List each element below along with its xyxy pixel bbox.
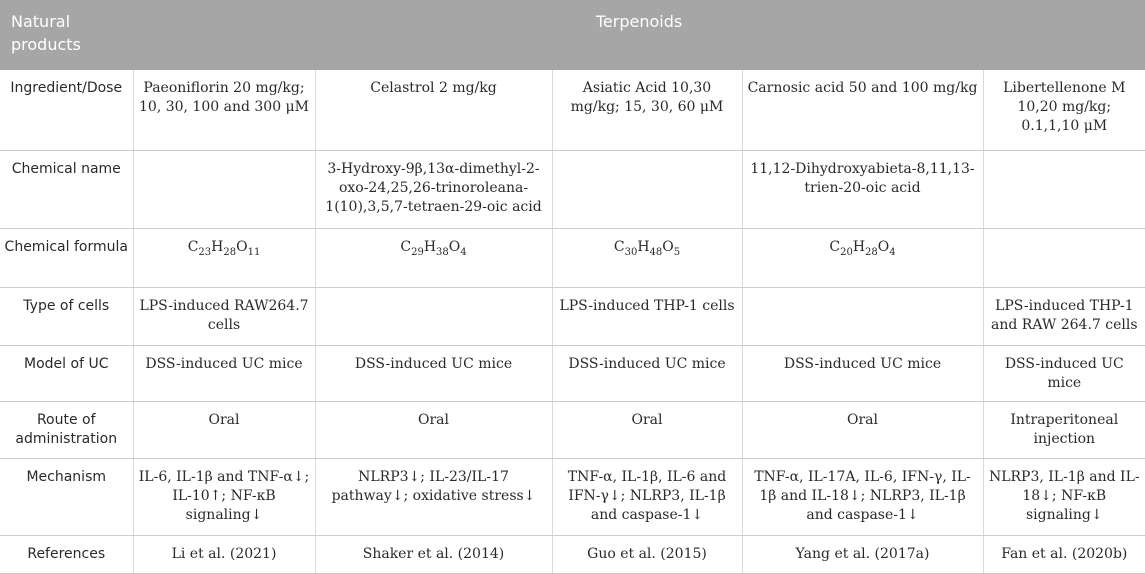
table-header-row bbox=[0, 0, 1145, 70]
row-route-of-administration bbox=[0, 401, 1145, 458]
formula-subscript: 20 bbox=[840, 246, 853, 258]
table-cell bbox=[315, 287, 552, 345]
formula-cell: $C_{30}H_{48}O_5$ bbox=[552, 228, 742, 287]
table-cell: Guo et al. (2015) bbox=[552, 535, 742, 573]
row-label: Route of administration bbox=[0, 401, 133, 458]
formula-subscript: 38 bbox=[436, 246, 449, 258]
formula-subscript: 30 bbox=[624, 246, 638, 258]
table-cell: NLRP3↓; IL-23/IL-17 pathway↓; oxidative stress↓ bbox=[315, 458, 552, 535]
formula-subscript: 48 bbox=[649, 246, 663, 258]
formula-subscript: 28 bbox=[223, 246, 237, 258]
row-chemical-formula bbox=[0, 228, 1145, 287]
formula-subscript: 11 bbox=[247, 246, 261, 258]
table-cell: Libertellenone M 10,20 mg/kg; 0.1,1,10 μM bbox=[983, 70, 1145, 150]
row-references bbox=[0, 535, 1145, 573]
table-cell: Shaker et al. (2014) bbox=[315, 535, 552, 573]
table-cell: 3-Hydroxy-9β,13α-dimethyl-2-oxo-24,25,26-trinoroleana-1(10),3,5,7-tetraen-29-oic acid bbox=[315, 150, 552, 228]
table-cell: Carnosic acid 50 and 100 mg/kg bbox=[742, 70, 983, 150]
table-cell: Celastrol 2 mg/kg bbox=[315, 70, 552, 150]
formula-subscript: 4 bbox=[460, 246, 467, 258]
table-cell: Yang et al. (2017a) bbox=[742, 535, 983, 573]
row-label: Model of UC bbox=[0, 345, 133, 401]
table-cell: TNF-α, IL-1β, IL-6 and IFN-γ↓; NLRP3, IL-1β and caspase-1↓ bbox=[552, 458, 742, 535]
table-cell: Oral bbox=[133, 401, 315, 458]
table-cell: Intraperitoneal injection bbox=[983, 401, 1145, 458]
formula-subscript: 4 bbox=[889, 246, 896, 258]
table-cell: Paeoniflorin 20 mg/kg; 10, 30, 100 and 300 μM bbox=[133, 70, 315, 150]
table-cell: Oral bbox=[315, 401, 552, 458]
row-ingredient-dose bbox=[0, 70, 1145, 150]
formula-cell: $C_{20}H_{28}O_4$ bbox=[742, 228, 983, 287]
row-label: Ingredient/Dose bbox=[0, 70, 133, 150]
row-chemical-name bbox=[0, 150, 1145, 228]
table-cell: LPS-induced RAW264.7 cells bbox=[133, 287, 315, 345]
formula-cell: $C_{29}H_{38}O_4$ bbox=[315, 228, 552, 287]
table-cell: DSS-induced UC mice bbox=[315, 345, 552, 401]
formula-cell bbox=[983, 228, 1145, 287]
row-mechanism bbox=[0, 458, 1145, 535]
row-label: Mechanism bbox=[0, 458, 133, 535]
table-cell bbox=[742, 287, 983, 345]
table-cell: Oral bbox=[742, 401, 983, 458]
table-cell: Oral bbox=[552, 401, 742, 458]
header-natural-products: Natural products bbox=[0, 0, 133, 70]
formula-subscript: 28 bbox=[865, 246, 878, 258]
table-cell bbox=[552, 150, 742, 228]
table-cell bbox=[983, 150, 1145, 228]
table-cell: DSS-induced UC mice bbox=[983, 345, 1145, 401]
row-label: Type of cells bbox=[0, 287, 133, 345]
formula-subscript: 29 bbox=[411, 246, 424, 258]
table-cell: TNF-α, IL-17A, IL-6, IFN-γ, IL-1β and IL-18↓; NLRP3, IL-1β and caspase-1↓ bbox=[742, 458, 983, 535]
table-cell: IL-6, IL-1β and TNF-α↓; IL-10↑; NF-κB signaling↓ bbox=[133, 458, 315, 535]
formula-cell: $C_{23}H_{28}O_{11}$ bbox=[133, 228, 315, 287]
row-type-of-cells bbox=[0, 287, 1145, 345]
table-cell: 11,12-Dihydroxyabieta-8,11,13-trien-20-oic acid bbox=[742, 150, 983, 228]
header-terpenoids: Terpenoids bbox=[133, 0, 1145, 70]
table-cell: Fan et al. (2020b) bbox=[983, 535, 1145, 573]
table-cell bbox=[133, 150, 315, 228]
table-cell: Asiatic Acid 10,30 mg/kg; 15, 30, 60 μM bbox=[552, 70, 742, 150]
row-label: References bbox=[0, 535, 133, 573]
row-label: Chemical name bbox=[0, 150, 133, 228]
table-cell: LPS-induced THP-1 and RAW 264.7 cells bbox=[983, 287, 1145, 345]
table-cell: LPS-induced THP-1 cells bbox=[552, 287, 742, 345]
table-cell: NLRP3, IL-1β and IL-18↓; NF-κB signaling↓ bbox=[983, 458, 1145, 535]
row-model-of-uc bbox=[0, 345, 1145, 401]
formula-subscript: 5 bbox=[673, 246, 681, 258]
table-cell: DSS-induced UC mice bbox=[552, 345, 742, 401]
row-label: Chemical formula bbox=[0, 228, 133, 287]
table-cell: DSS-induced UC mice bbox=[133, 345, 315, 401]
formula-subscript: 23 bbox=[198, 246, 212, 258]
table-cell: DSS-induced UC mice bbox=[742, 345, 983, 401]
table-cell: Li et al. (2021) bbox=[133, 535, 315, 573]
